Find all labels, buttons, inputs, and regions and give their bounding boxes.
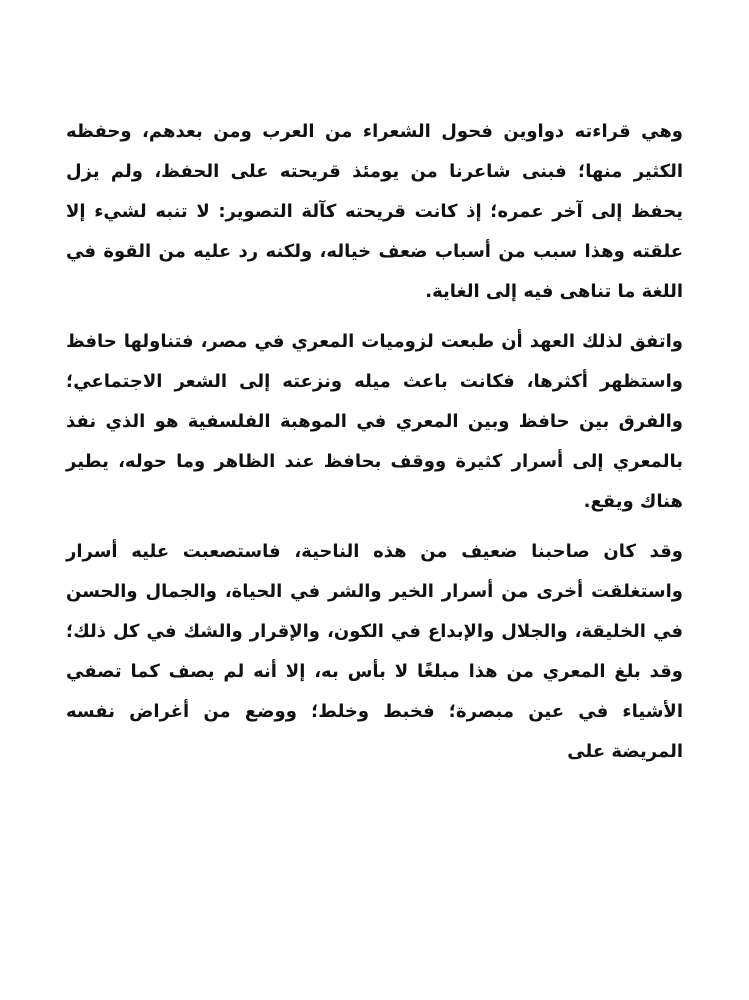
paragraph-1: وهي قراءته دواوين فحول الشعراء من العرب ومن بعدهم، وحفظه الكثير منها؛ فبنى شاعرنا من يومئذ قريحته على الحفظ، ولم يزل يحفظ إلى آخر عمره؛ إذ كانت قريحته كآلة التصوير: لا تنبه لشيء إلا علقته وهذا سبب من أسباب ضعف خياله، ولكنه رد عليه من القوة في اللغة ما تناهى فيه إلى الغاية. bbox=[66, 121, 683, 302]
paragraph-2: واتفق لذلك العهد أن طبعت لزوميات المعري في مصر، فتناولها حافظ واستظهر أكثرها، فكانت باعث ميله ونزعته إلى الشعر الاجتماعي؛ والفرق بين حافظ وبين المعري في الموهبة الفلسفية هو الذي نفذ بالمعري إلى أسرار كثيرة ووقف بحافظ عند الظاهر وما حوله، يطير هناك ويقع. bbox=[66, 331, 683, 512]
paragraph-3: وقد كان صاحبنا ضعيف من هذه الناحية، فاستصعبت عليه أسرار واستغلقت أخرى من أسرار الخير والشر في الحياة، والجمال والحسن في الخليقة، والجلال والإبداع في الكون، والإقرار والشك في كل ذلك؛ وقد بلغ المعري من هذا مبلغًا لا بأس به، إلا أنه لم يصف كما تصفي الأشياء في عين مبصرة؛ فخبط وخلط؛ ووضع من أغراض نفسه المريضة على bbox=[66, 541, 683, 762]
document-page bbox=[66, 112, 683, 782]
